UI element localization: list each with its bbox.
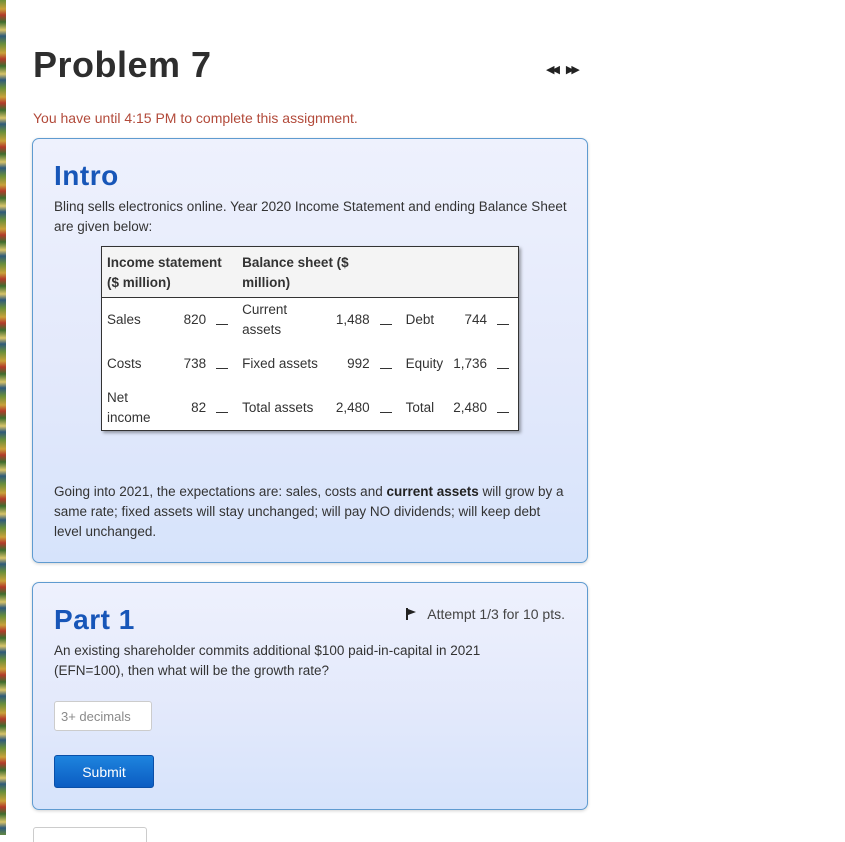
asset-blank: [375, 386, 401, 431]
liability-label: Debt: [405, 312, 435, 327]
liability-blank: [492, 298, 519, 343]
asset-label: Current assets: [242, 302, 288, 337]
table-row: [102, 386, 519, 431]
table-row: [102, 298, 519, 343]
page-title: Problem 7: [33, 44, 212, 85]
problem-nav: [546, 63, 577, 76]
part1-heading: Part 1: [54, 604, 135, 635]
asset-value: 1,488: [335, 312, 370, 327]
income-label: Sales: [107, 312, 141, 327]
expectations-bold-text: current assets: [386, 484, 479, 499]
income-value: 82: [191, 400, 207, 415]
part1-card: [32, 582, 588, 810]
asset-value: 2,480: [335, 400, 370, 415]
asset-blank: [375, 298, 401, 343]
liability-value: 1,736: [453, 356, 487, 371]
income-label: Costs: [107, 356, 142, 371]
intro-heading: Intro: [54, 160, 119, 191]
income-value: 738: [183, 356, 207, 371]
intro-card: [32, 138, 588, 563]
balance-sheet-header: Balance sheet ($ million): [237, 247, 401, 298]
asset-value: 992: [347, 356, 370, 371]
next-problem-icon[interactable]: ▶▶: [565, 64, 577, 76]
expectations-text-part: will grow by a same rate; fixed assets will stay unchanged; will pay NO dividends; will keep debt level unchanged.: [54, 484, 564, 539]
liability-label: Equity: [405, 356, 444, 371]
liability-value: 2,480: [453, 400, 487, 415]
answer-input[interactable]: [54, 701, 152, 731]
financial-statements-table: [101, 246, 519, 431]
income-blank: [211, 386, 237, 431]
table-row: [102, 342, 519, 386]
income-blank: [211, 298, 237, 343]
liability-blank: [492, 342, 519, 386]
liability-label: Total: [405, 400, 435, 415]
liability-value: 744: [464, 312, 487, 327]
expectations-text-part: Going into 2021, the expectations are: sales, costs and: [54, 484, 387, 499]
liability-blank: [492, 386, 519, 431]
income-value: 820: [183, 312, 207, 327]
page-border-decoration: [0, 0, 6, 835]
expectations-text: [54, 482, 569, 542]
header-spacer: [401, 247, 519, 298]
income-blank: [211, 342, 237, 386]
income-label: Net income: [107, 390, 151, 425]
flag-icon: [405, 608, 417, 620]
attempt-text: Attempt 1/3 for 10 pts.: [427, 606, 565, 622]
intro-description: Blinq sells electronics online. Year 2020 Income Statement and ending Balance Sheet are given below:: [54, 199, 567, 234]
income-statement-header: Income statement ($ million): [102, 247, 238, 298]
submit-button[interactable]: Submit: [54, 755, 154, 788]
table-header-row: [102, 247, 519, 298]
asset-blank: [375, 342, 401, 386]
part1-question: An existing shareholder commits additional $100 paid-in-capital in 2021 (EFN=100), then what will be the growth rate?: [54, 643, 481, 678]
asset-label: Total assets: [242, 400, 314, 415]
attempt-info: [405, 606, 565, 622]
deadline-notice: You have until 4:15 PM to complete this assignment.: [33, 110, 358, 126]
asset-label: Fixed assets: [242, 356, 318, 371]
previous-problem-icon[interactable]: ◀◀: [546, 64, 557, 76]
